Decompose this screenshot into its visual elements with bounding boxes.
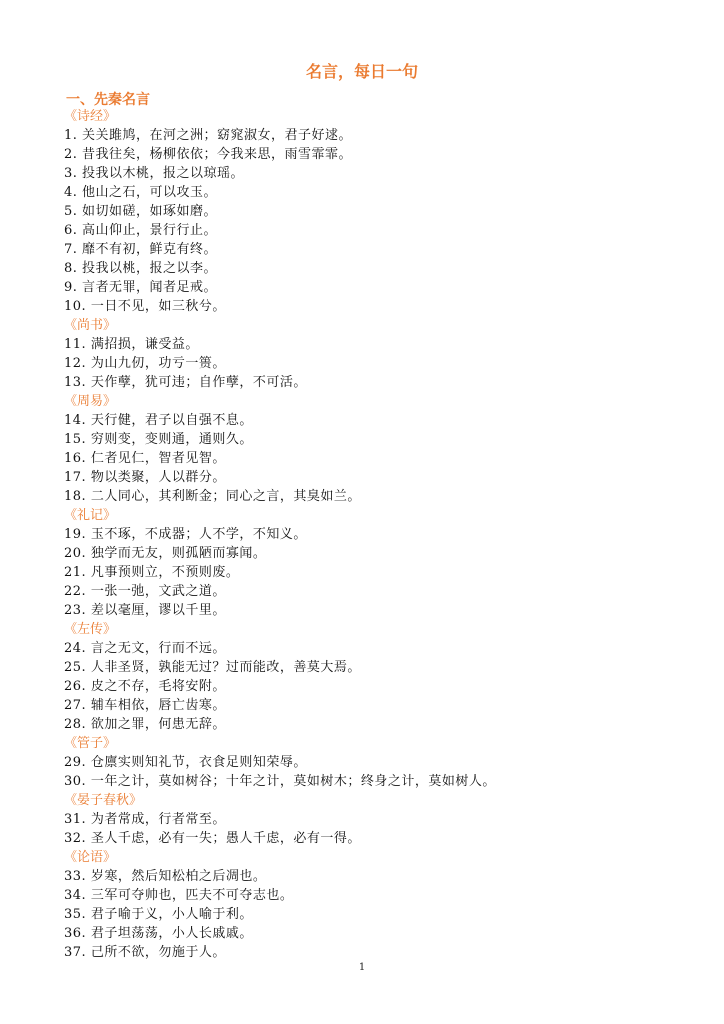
quote-text: 天作孽，犹可违；自作孽，不可活。 [90, 375, 307, 390]
quote-item [64, 715, 684, 734]
quote-item [64, 924, 684, 943]
quote-number: 17. [64, 470, 87, 485]
quote-number: 34. [64, 888, 87, 903]
quote-number: 20. [64, 546, 87, 561]
quote-item [64, 164, 684, 183]
book-title: 《周易》 [64, 394, 117, 409]
quote-item [64, 297, 684, 316]
quote-number: 33. [64, 869, 87, 884]
quote-number: 6. [64, 223, 78, 238]
quote-item [64, 563, 684, 582]
quote-text: 己所不欲，勿施于人。 [90, 945, 226, 960]
quote-number: 18. [64, 489, 87, 504]
quote-number: 23. [64, 603, 87, 618]
book-title: 《礼记》 [64, 508, 117, 523]
quote-item [64, 221, 684, 240]
quote-item [64, 772, 684, 791]
quote-text: 欲加之罪，何患无辞。 [90, 717, 226, 732]
book-title: 《左传》 [64, 622, 117, 637]
quote-number: 16. [64, 451, 87, 466]
quote-item [64, 658, 684, 677]
quote-item [64, 411, 684, 430]
quote-item [64, 449, 684, 468]
page-title: 名言，每日一句 [305, 62, 418, 81]
quote-number: 14. [64, 413, 87, 428]
quote-number: 21. [64, 565, 87, 580]
quote-text: 投我以桃，报之以李。 [82, 261, 218, 276]
quote-item [64, 639, 684, 658]
quote-item [64, 487, 684, 506]
quote-item [64, 544, 684, 563]
book-title: 《诗经》 [64, 109, 117, 124]
quote-number: 9. [64, 280, 78, 295]
quote-text: 圣人千虑，必有一失；愚人千虑，必有一得。 [90, 831, 361, 846]
quote-item [64, 943, 684, 962]
quote-text: 君子喻于义，小人喻于利。 [90, 907, 253, 922]
quote-text: 辅车相依，唇亡齿寒。 [90, 698, 226, 713]
quote-item [64, 468, 684, 487]
quote-text: 言之无文，行而不远。 [90, 641, 226, 656]
quote-text: 靡不有初，鲜克有终。 [82, 242, 218, 257]
quote-number: 4. [64, 185, 78, 200]
quote-text: 差以毫厘，谬以千里。 [90, 603, 226, 618]
quote-number: 13. [64, 375, 87, 390]
quote-text: 皮之不存，毛将安附。 [90, 679, 226, 694]
quote-item [64, 354, 684, 373]
quote-number: 25. [64, 660, 87, 675]
quote-text: 昔我往矣，杨柳依依；今我来思，雨雪霏霏。 [82, 147, 353, 162]
quote-number: 27. [64, 698, 87, 713]
quote-item [64, 183, 684, 202]
quote-text: 如切如磋，如琢如磨。 [82, 204, 218, 219]
quote-item [64, 259, 684, 278]
quote-number: 36. [64, 926, 87, 941]
quote-item [64, 335, 684, 354]
quote-item [64, 753, 684, 772]
book-title: 《尚书》 [64, 318, 117, 333]
quote-item [64, 582, 684, 601]
quote-item [64, 525, 684, 544]
quote-number: 31. [64, 812, 87, 827]
quote-item [64, 905, 684, 924]
quote-number: 11. [64, 337, 87, 352]
quote-text: 仁者见仁，智者见智。 [90, 451, 226, 466]
quote-number: 5. [64, 204, 78, 219]
quote-number: 3. [64, 166, 78, 181]
quote-number: 1. [64, 128, 78, 143]
quote-text: 高山仰止，景行行止。 [82, 223, 218, 238]
quote-text: 为山九仞，功亏一篑。 [90, 356, 226, 371]
quote-text: 仓廪实则知礼节，衣食足则知荣辱。 [90, 755, 307, 770]
quote-text: 物以类聚，人以群分。 [90, 470, 226, 485]
quote-text: 为者常成，行者常至。 [90, 812, 226, 827]
quote-number: 22. [64, 584, 87, 599]
quote-number: 35. [64, 907, 87, 922]
quote-number: 12. [64, 356, 87, 371]
quote-text: 一年之计，莫如树谷；十年之计，莫如树木；终身之计，莫如树人。 [90, 774, 496, 789]
quote-number: 10. [64, 299, 87, 314]
quote-number: 2. [64, 147, 78, 162]
quote-number: 15. [64, 432, 87, 447]
book-title: 《晏子春秋》 [64, 793, 143, 808]
quote-text: 君子坦荡荡，小人长戚戚。 [90, 926, 253, 941]
quote-item [64, 145, 684, 164]
quote-text: 三军可夺帅也，匹夫不可夺志也。 [90, 888, 294, 903]
quote-item [64, 373, 684, 392]
quote-list [64, 107, 684, 962]
quote-item [64, 829, 684, 848]
quote-text: 关关雎鸠，在河之洲；窈窕淑女，君子好逑。 [82, 128, 353, 143]
quote-number: 28. [64, 717, 87, 732]
quote-item [64, 126, 684, 145]
quote-item [64, 810, 684, 829]
quote-item [64, 430, 684, 449]
quote-item [64, 601, 684, 620]
quote-text: 他山之石，可以攻玉。 [82, 185, 218, 200]
quote-text: 玉不琢，不成器；人不学，不知义。 [90, 527, 307, 542]
quote-text: 二人同心，其利断金；同心之言，其臭如兰。 [90, 489, 361, 504]
quote-text: 独学而无友，则孤陋而寡闻。 [90, 546, 267, 561]
quote-text: 投我以木桃，报之以琼瑶。 [82, 166, 245, 181]
page-number: 1 [358, 962, 366, 973]
quote-text: 一张一弛，文武之道。 [90, 584, 226, 599]
quote-item [64, 696, 684, 715]
quote-text: 岁寒，然后知松柏之后凋也。 [90, 869, 267, 884]
quote-number: 19. [64, 527, 87, 542]
quote-item [64, 886, 684, 905]
quote-text: 言者无罪，闻者足戒。 [82, 280, 218, 295]
quote-number: 32. [64, 831, 87, 846]
quote-item [64, 202, 684, 221]
quote-text: 一日不见，如三秋兮。 [90, 299, 226, 314]
section-heading: 一、先秦名言 [66, 92, 150, 108]
quote-number: 24. [64, 641, 87, 656]
quote-text: 人非圣贤，孰能无过？过而能改，善莫大焉。 [90, 660, 361, 675]
quote-text: 凡事预则立，不预则废。 [90, 565, 240, 580]
quote-item [64, 278, 684, 297]
quote-number: 29. [64, 755, 87, 770]
quote-item [64, 240, 684, 259]
quote-text: 天行健，君子以自强不息。 [90, 413, 253, 428]
quote-number: 7. [64, 242, 78, 257]
quote-text: 穷则变，变则通，通则久。 [90, 432, 253, 447]
book-title: 《论语》 [64, 850, 117, 865]
quote-item [64, 867, 684, 886]
quote-number: 37. [64, 945, 87, 960]
quote-number: 26. [64, 679, 87, 694]
book-title: 《管子》 [64, 736, 117, 751]
quote-number: 8. [64, 261, 78, 276]
quote-item [64, 677, 684, 696]
quote-number: 30. [64, 774, 87, 789]
quote-text: 满招损，谦受益。 [90, 337, 199, 352]
